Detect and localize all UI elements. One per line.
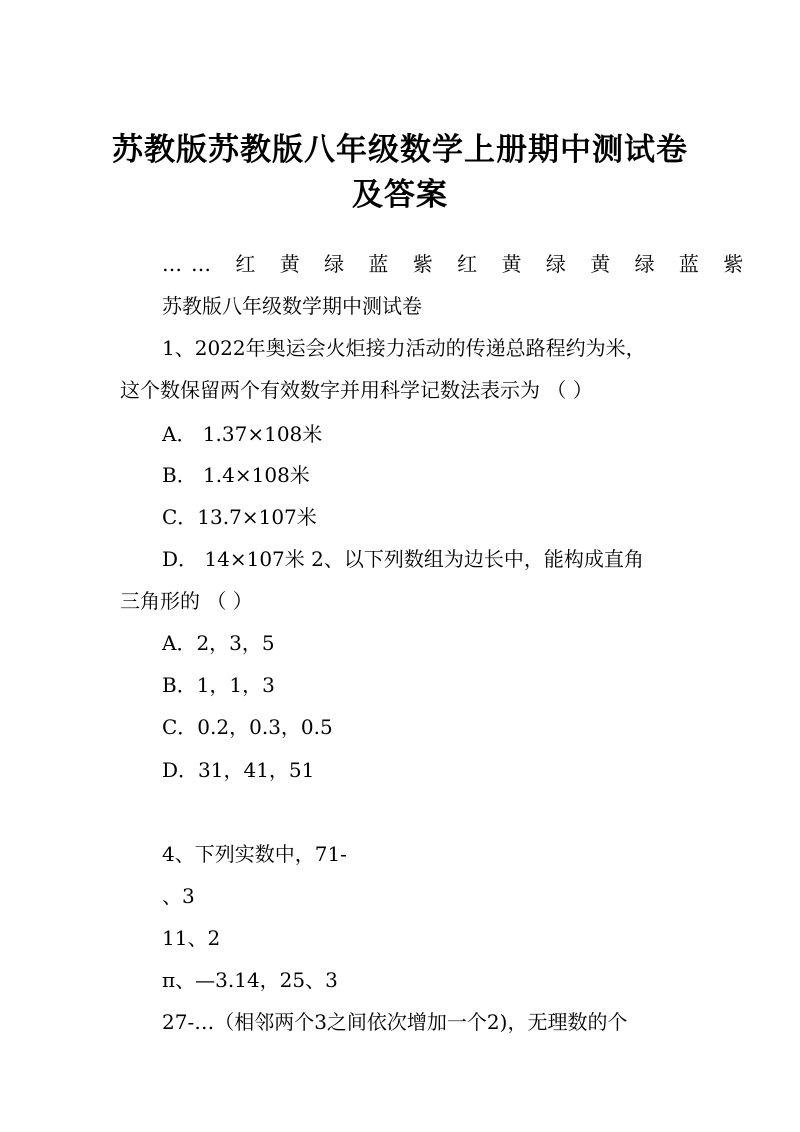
question-4-fragment-2: 11、2 [162,926,221,950]
question-1-text-continued: 这个数保留两个有效数字并用科学记数法表示为 （ ） [120,378,593,402]
question-1-text: 1、2022年奥运会火炬接力活动的传递总路程约为米， [162,336,646,360]
question-4-fragment-1: 、3 [162,884,195,908]
question-1-option-a: A． 1.37×108米 [162,422,323,446]
page-title-line1: 苏教版苏教版八年级数学上册期中测试卷 [112,132,688,168]
question-1-option-b: B． 1.4×108米 [162,463,310,487]
question-4-text: 4、下列实数中，71- [162,842,347,866]
question-2-option-a: A．2，3，5 [162,631,275,655]
question-2-option-b: B．1，1，3 [162,673,275,697]
decorative-color-line: …… 红 黄 绿 蓝 紫 红 黄 绿 黄 绿 蓝 紫 [162,252,753,276]
exam-subtitle: 苏教版八年级数学期中测试卷 [162,294,422,318]
question-1-option-d-question-2: D． 14×107米 2、以下列数组为边长中，能构成直角 [162,547,644,571]
page-title-line2: 及答案 [352,177,448,213]
question-4-fragment-4: 27-…（相邻两个3之间依次增加一个2)，无理数的个 [162,1010,628,1034]
question-4-fragment-3: π、—3.14，25、3 [162,968,338,992]
question-1-option-c: C．13.7×107米 [162,505,317,529]
question-2-option-c: C．0.2，0.3，0.5 [162,715,333,739]
question-2-text-continued: 三角形的 （ ） [120,589,253,613]
question-2-option-d: D．31，41，51 [162,758,315,782]
